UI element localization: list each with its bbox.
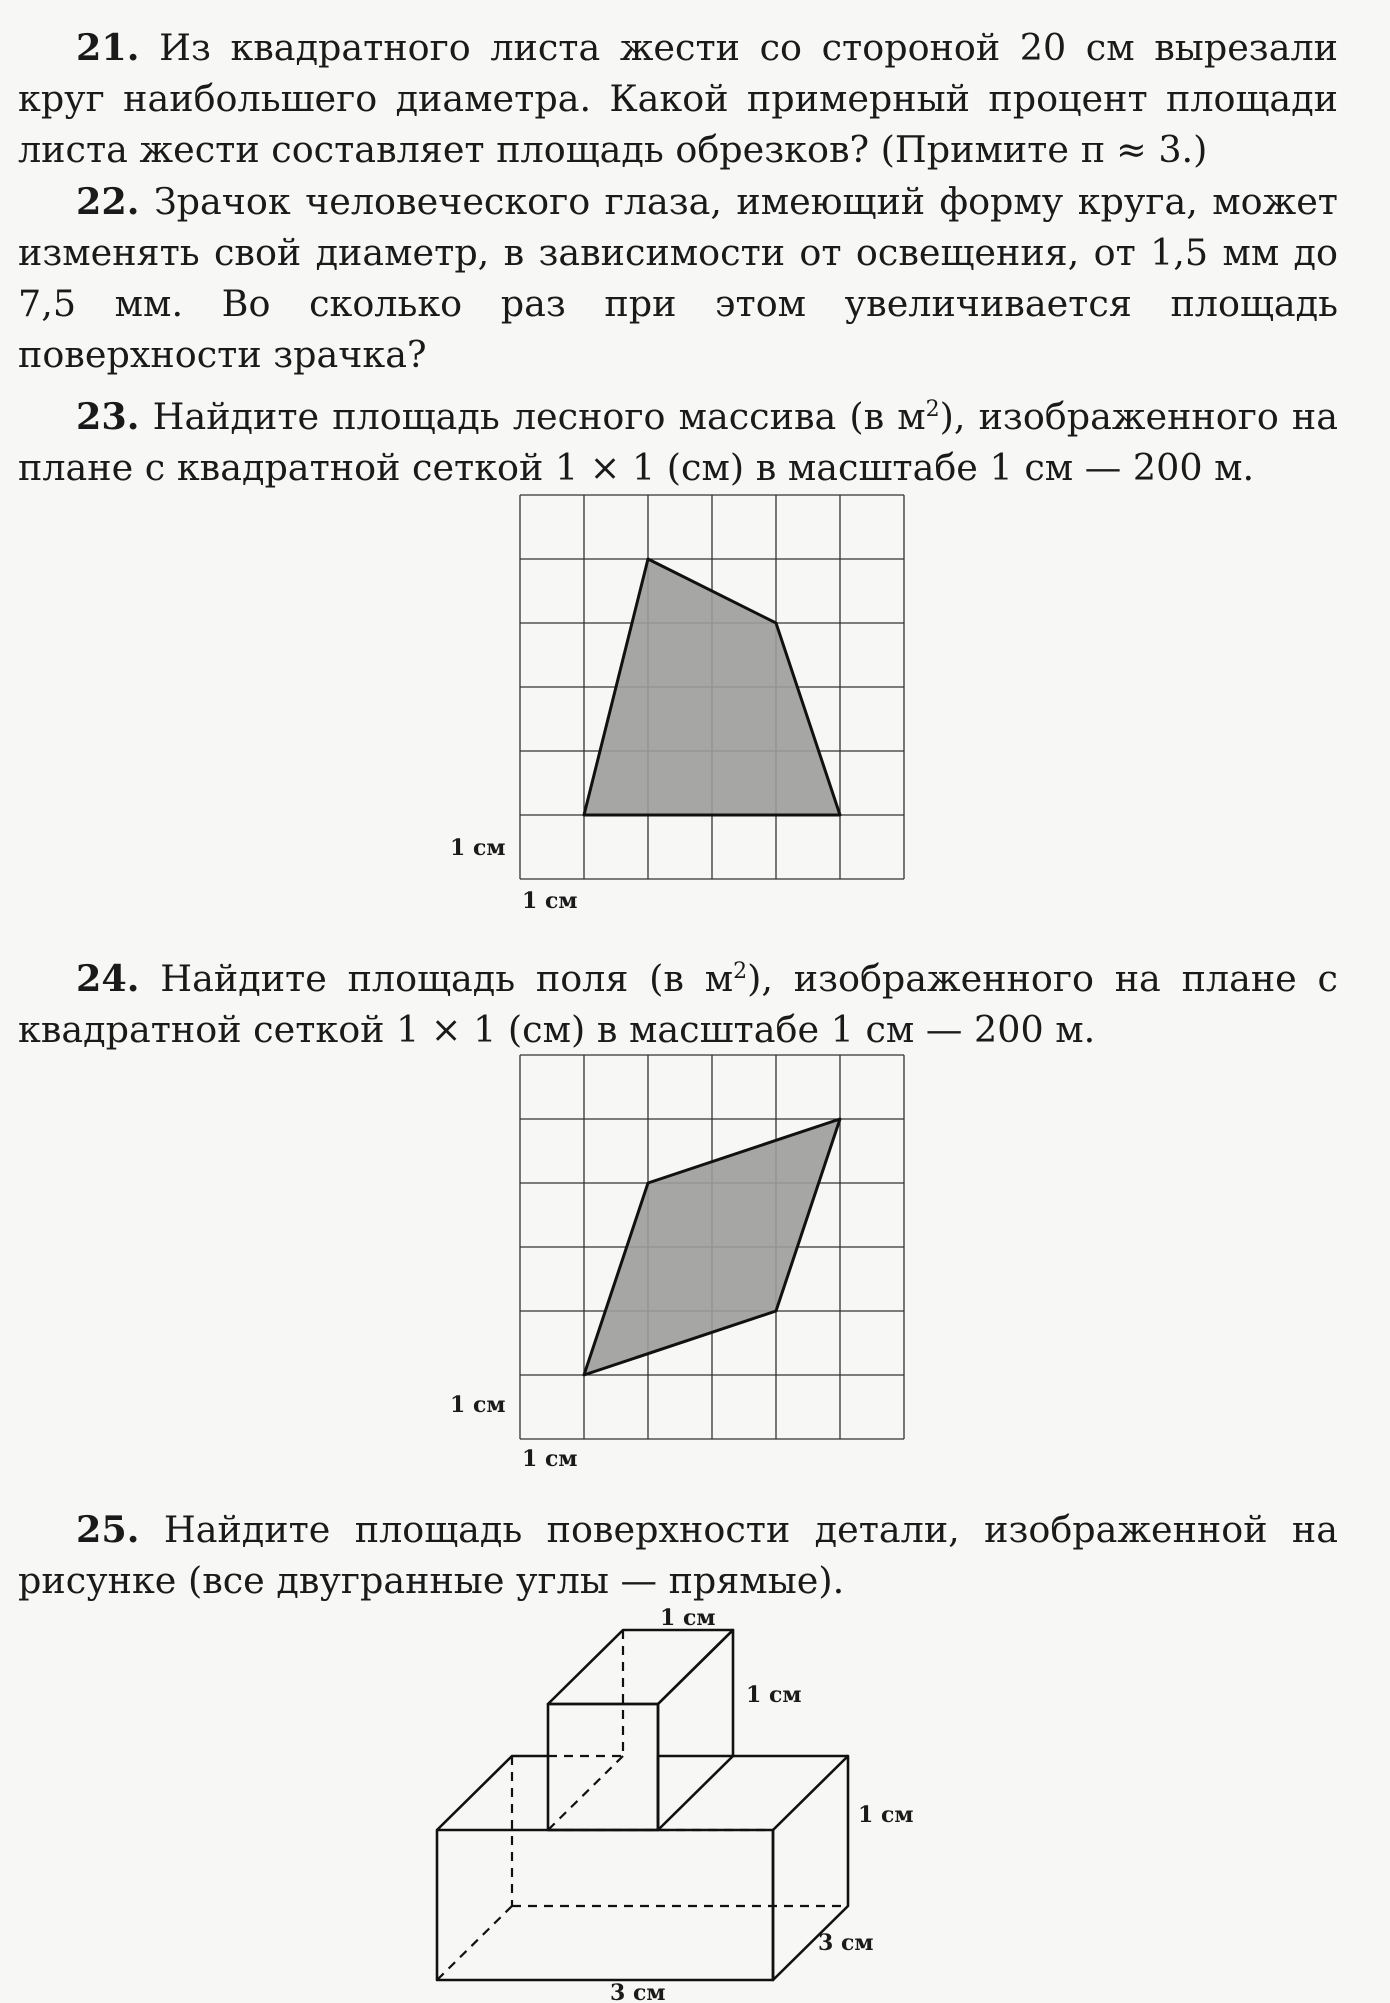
label-upper-side: 1 см bbox=[746, 1682, 802, 1708]
upper-front-face bbox=[548, 1704, 658, 1830]
unit-label-x: 1 см bbox=[522, 1446, 578, 1472]
problem-number: 24. bbox=[76, 957, 140, 1001]
superscript: 2 bbox=[925, 397, 940, 422]
label-depth: 3 см bbox=[818, 1930, 874, 1956]
superscript: 2 bbox=[733, 959, 748, 984]
upper-top-face bbox=[548, 1630, 733, 1704]
unit-label-y: 1 см bbox=[450, 835, 506, 861]
unit-label-y: 1 см bbox=[450, 1392, 506, 1418]
hidden-edge bbox=[437, 1906, 512, 1980]
label-top: 1 см bbox=[660, 1605, 716, 1631]
label-lower-side: 1 см bbox=[858, 1802, 914, 1828]
lower-top-left-edge bbox=[437, 1756, 548, 1830]
problem-text-after: ), изображенного на плане с квадратной сеткой 1 × 1 (см) в масштабе 1 см — 200 м. bbox=[18, 957, 1338, 1052]
problem-number: 23. bbox=[76, 395, 140, 439]
problem-text-after: ), изображенного на плане с квадратной сеткой 1 × 1 (см) в масштабе 1 см — 200 м. bbox=[18, 395, 1338, 490]
problem-text-before: Найдите площадь поля (в м bbox=[160, 957, 734, 1001]
problem-number: 22. bbox=[76, 180, 140, 223]
unit-label-x: 1 см bbox=[522, 888, 578, 914]
problem-text-before: Найдите площадь лесного массива (в м bbox=[152, 395, 926, 439]
upper-right-face bbox=[658, 1630, 733, 1830]
problem-number: 21. bbox=[76, 26, 140, 69]
problem-text: Зрачок человеческого глаза, имеющий форму круга, может изменять свой диаметр, в зависимости от освещения, от 1,5 мм до 7,5 мм. Во сколько раз при этом увеличивается площадь поверхности зрачка? bbox=[18, 180, 1338, 376]
label-width: 3 см bbox=[610, 1980, 666, 2003]
problem-number: 25. bbox=[76, 1508, 140, 1551]
problem-text: Найдите площадь поверхности детали, изображенной на рисунке (все двугранные углы — прямые). bbox=[18, 1508, 1338, 1602]
lower-top-right-edge bbox=[658, 1756, 848, 1830]
hidden-edge bbox=[548, 1756, 623, 1830]
problem-text: Из квадратного листа жести со стороной 20 см вырезали круг наибольшего диаметра. Какой примерный процент площади листа жести составляет площадь обрезков? (Примите π ≈ 3.) bbox=[18, 26, 1338, 171]
